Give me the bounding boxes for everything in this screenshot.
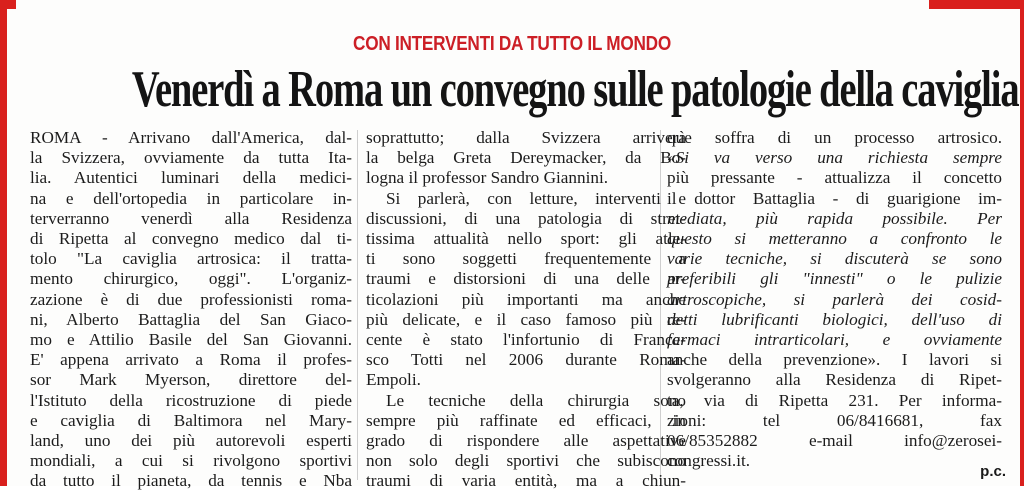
text-line: anche della prevenzione». I lavori si: [667, 350, 1002, 370]
text-line: soprattutto; dalla Svizzera arriverà: [366, 128, 686, 147]
article-column-3: [667, 128, 1002, 471]
text-line: sempre più raffinate ed efficaci, in: [366, 410, 686, 430]
text-line: cente è stato l'infortunio di France-: [366, 330, 686, 350]
headline: Venerdì a Roma un convegno sulle patologie della caviglia: [131, 61, 1019, 118]
red-frame-top-right: [929, 0, 1024, 9]
text-line: sco Totti nel 2006 durante Roma-: [366, 350, 686, 370]
text-line: que soffra di un processo artrosico.: [667, 128, 1002, 147]
text-line: logna il professor Sandro Giannini.: [366, 168, 609, 188]
text-line: varie tecniche, si discuterà se sono: [667, 249, 1002, 269]
red-frame-top-left: [0, 0, 16, 9]
red-frame-right: [1020, 0, 1024, 486]
text-line: Empoli.: [366, 370, 421, 390]
text-line: preferibili gli "innesti" o le pulizie: [667, 269, 1002, 289]
text-line: ticolazioni più importanti ma anche: [366, 289, 686, 309]
text-line: discussioni, di una patologia di stret-: [366, 208, 686, 228]
text-line: land, uno dei più autorevoli esperti: [30, 431, 352, 451]
text-line: farmaci intrarticolari, e ovviamente: [667, 330, 1002, 350]
author-signature: p.c.: [980, 463, 1006, 480]
text-line: la belga Greta Dereymacker, da Bo-: [366, 148, 686, 168]
text-line: artroscopiche, si parlerà dei cosid-: [667, 289, 1002, 309]
text-line: ta, via di Ripetta 231. Per informa-: [667, 390, 1002, 410]
text-line: di Ripetta al convegno medico dal ti-: [30, 229, 352, 249]
text-line: e caviglia di Baltimora nel Mary-: [30, 410, 352, 430]
text-line: ti sono soggetti frequentemente a: [366, 249, 686, 269]
text-line: terverranno venerdì alla Residenza: [30, 208, 352, 228]
kicker-line: CON INTERVENTI DA TUTTO IL MONDO: [353, 33, 671, 55]
red-frame-left: [0, 0, 7, 486]
article-column-1: [30, 128, 352, 492]
text-line: più pressante - attualizza il concetto: [667, 168, 1002, 188]
text-line: più delicate, e il caso famoso più re-: [366, 309, 686, 329]
text-line: congressi.it.: [667, 451, 751, 471]
text-line: mediata, più rapida possibile. Per: [667, 208, 1002, 228]
text-line: zazione è di due professionisti roma-: [30, 289, 352, 309]
text-line: non solo degli sportivi che subiscono: [366, 451, 686, 471]
text-line: la Svizzera, ovviamente da tutta Ita-: [30, 148, 352, 168]
text-line: tissima attualità nello sport: gli atle-: [366, 229, 686, 249]
text-line: l'Istituto della ricostruzione di piede: [30, 390, 352, 410]
column-divider: [357, 130, 358, 480]
text-line: mento chirurgico, oggi". L'organiz-: [30, 269, 352, 289]
article-column-2: [366, 128, 686, 492]
text-line: 06/85352882 e-mail info@zerosei-: [667, 431, 1002, 451]
text-line: E' appena arrivato a Roma il profes-: [30, 350, 352, 370]
text-line: Le tecniche della chirurgia sono: [386, 390, 686, 410]
text-line: na e dell'ortopedia in particolare in-: [30, 188, 352, 208]
text-line: il dottor Battaglia - di guarigione im-: [667, 188, 1002, 208]
text-line: detti lubrificanti biologici, dell'uso di: [667, 309, 1002, 329]
text-line: svolgeranno alla Residenza di Ripet-: [667, 370, 1002, 390]
text-line: traumi di varia entità, ma a chiun-: [366, 471, 686, 491]
text-line: traumi e distorsioni di una delle ar-: [366, 269, 686, 289]
text-line: grado di rispondere alle aspettative: [366, 431, 686, 451]
text-line: lia. Autentici luminari della medici-: [30, 168, 352, 188]
text-line: tolo "La caviglia artrosica: il tratta-: [30, 249, 352, 269]
text-line: mo e Attilio Basile del San Giovanni.: [30, 330, 352, 350]
text-line: ni, Alberto Battaglia del San Giaco-: [30, 309, 352, 329]
text-line: da tutto il pianeta, da tennis e Nba: [30, 471, 352, 491]
text-line: «Si va verso una richiesta sempre: [667, 148, 1002, 168]
text-line: ROMA - Arrivano dall'America, dal-: [30, 128, 352, 147]
text-line: questo si metteranno a confronto le: [667, 229, 1002, 249]
text-line: mondiali, a cui si rivolgono sportivi: [30, 451, 352, 471]
text-line: sor Mark Myerson, direttore del-: [30, 370, 352, 390]
text-line: Si parlerà, con letture, interventi e: [386, 188, 686, 208]
text-line: zioni: tel 06/8416681, fax: [667, 410, 1002, 430]
